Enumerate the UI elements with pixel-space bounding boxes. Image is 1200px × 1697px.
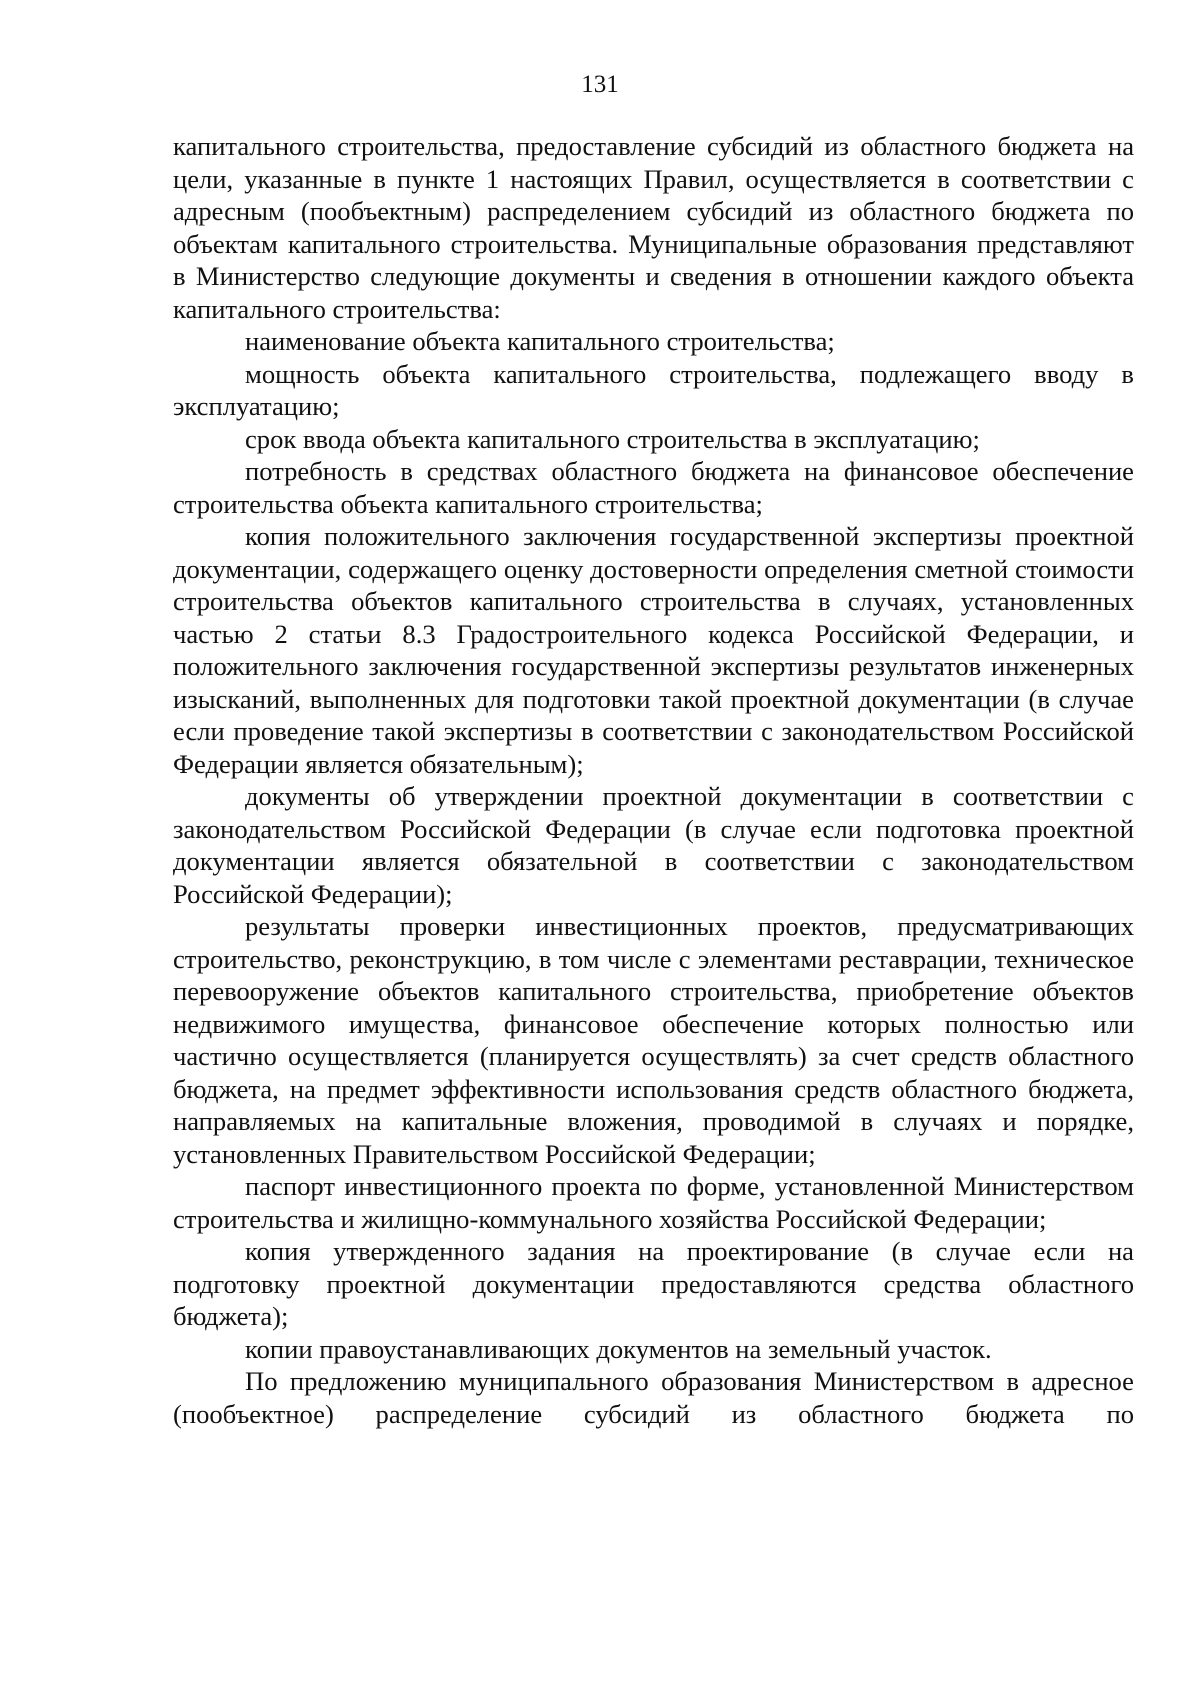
paragraph: паспорт инвестиционного проекта по форме, установленной Министерством строительства и жилищно-коммунального хозяйства Российской Федерации; [173, 1171, 1134, 1234]
paragraph: капитального строительства, предоставление субсидий из областного бюджета на цели, указанные в пункте 1 настоящих Правил, осуществляется в соответствии с адресным (пообъектным) распределением субсидий из областного бюджета по объектам капитального строительства. Муниципальные образования представляют в Министерство следующие документы и сведения в отношении каждого объекта капитального строительства: [173, 131, 1134, 324]
paragraph: мощность объекта капитального строительства, подлежащего вводу в эксплуатацию; [173, 358, 1134, 421]
paragraph: копии правоустанавливающих документов на земельный участок. [245, 1333, 992, 1364]
paragraph: наименование объекта капитального строительства; [245, 326, 835, 356]
paragraph: документы об утверждении проектной документации в соответствии с законодательством Российской Федерации (в случае если подготовка проектной документации является обязательной в соответствии с законодательством Российской Федерации); [173, 781, 1134, 909]
page-number: 131 [581, 71, 619, 98]
paragraph: срок ввода объекта капитального строительства в эксплуатацию; [245, 423, 980, 454]
document-body [173, 130, 1134, 1430]
paragraph: копия утвержденного задания на проектирование (в случае если на подготовку проектной документации предоставляются средства областного бюджета); [173, 1236, 1134, 1331]
paragraph: результаты проверки инвестиционных проектов, предусматривающих строительство, реконструкцию, в том числе с элементами реставрации, техническое перевооружение объектов капитального строительства, приобретение объектов недвижимого имущества, финансовое обеспечение которых полностью или частично осуществляется (планируется осуществлять) за счет средств областного бюджета, на предмет эффективности использования средств областного бюджета, направляемых на капитальные вложения, проводимой в случаях и порядке, установленных Правительством Российской Федерации; [173, 911, 1134, 1169]
paragraph: По предложению муниципального образования Министерством в адресное (пообъектное) распределение субсидий из областного бюджета по [173, 1366, 1134, 1429]
paragraph: копия положительного заключения государственной экспертизы проектной документации, содержащего оценку достоверности определения сметной стоимости строительства объектов капитального строительства в случаях, установленных частью 2 статьи 8.3 Градостроительного кодекса Российской Федерации, и положительного заключения государственной экспертизы результатов инженерных изысканий, выполненных для подготовки такой проектной документации (в случае если проведение такой экспертизы в соответствии с законодательством Российской Федерации является обязательным); [173, 521, 1134, 779]
paragraph: потребность в средствах областного бюджета на финансовое обеспечение строительства объекта капитального строительства; [173, 456, 1134, 519]
